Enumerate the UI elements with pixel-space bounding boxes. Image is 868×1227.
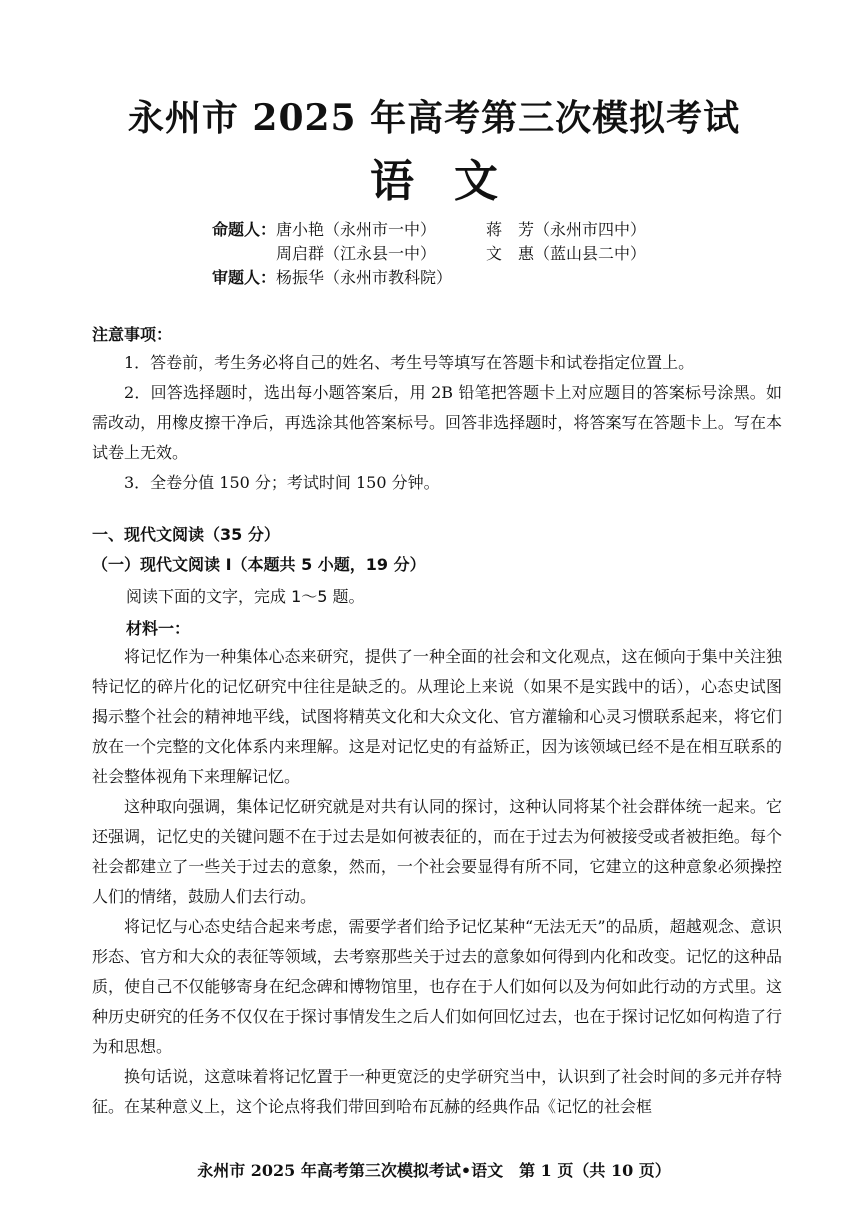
setter-row-1 <box>212 218 646 242</box>
notice-item: 3．全卷分值 150 分；考试时间 150 分钟。 <box>124 473 440 492</box>
notice-item: 1．答卷前，考生务必将自己的姓名、考生号等填写在答题卡和试卷指定位置上。 <box>124 353 695 372</box>
setter-name-1: 唐小艳（永州市一中） <box>276 220 437 239</box>
notice-heading: 注意事项： <box>92 325 173 344</box>
passage-paragraph: 将记忆作为一种集体心态来研究，提供了一种全面的社会和文化观点，这在倾向于集中关注独特记忆的碎片化的记忆研究中往往是缺乏的。从理论上来说（如果不是实践中的话），心态史试图揭示整个社会的精神地平线，试图将精英文化和大众文化、官方灌输和心灵习惯联系起来，将它们放在一个完整的文化体系内来理解。这是对记忆史的有益矫正，因为该领域已经不是在相互联系的社会整体视角下来理解记忆。 <box>92 647 782 786</box>
setter-name-2: 蒋 芳（永州市四中） <box>486 220 647 239</box>
reviewer-label: 审题人： <box>212 268 277 287</box>
section-heading: 一、现代文阅读（35 分） <box>92 525 280 544</box>
passage-paragraph: 这种取向强调，集体记忆研究就是对共有认同的探讨，这种认同将某个社会群体统一起来。它还强调，记忆史的关键问题不在于过去是如何被表征的，而在于过去为何被接受或者被拒绝。每个社会都建立了一些关于过去的意象，然而，一个社会要显得有所不同，它建立的这种意象必须操控人们的情绪，鼓励人们去行动。 <box>92 797 782 906</box>
passage-paragraph: 换句话说，这意味着将记忆置于一种更宽泛的史学研究当中，认识到了社会时间的多元并存特征。在某种意义上，这个论点将我们带回到哈布瓦赫的经典作品《记忆的社会框 <box>92 1067 782 1116</box>
exam-title: 永州市 2025 年高考第三次模拟考试 <box>127 97 741 139</box>
setter-name-4: 文 惠（蓝山县二中） <box>486 244 647 263</box>
subsection-heading: （一）现代文阅读 I（本题共 5 小题，19 分） <box>92 555 426 574</box>
material-label: 材料一： <box>126 619 191 638</box>
notice-item: 2．回答选择题时，选出每小题答案后，用 2B 铅笔把答题卡上对应题目的答案标号涂黑。如需改动，用橡皮擦干净后，再选涂其他答案标号。回答非选择题时，将答案写在答题卡上。写在本试卷上无效。 <box>92 383 782 462</box>
reviewer-row <box>212 266 646 290</box>
subject-title: 语文 <box>370 156 538 207</box>
passage-text <box>92 642 782 1122</box>
passage-paragraph: 将记忆与心态史结合起来考虑，需要学者们给予记忆某种“无法无天”的品质，超越观念、意识形态、官方和大众的表征等领域，去考察那些关于过去的意象如何得到内化和改变。记忆的这种品质，使自己不仅能够寄身在纪念碑和博物馆里，也存在于人们如何以及为何如此行动的方式里。这种历史研究的任务不仅仅在于探讨事情发生之后人们如何回忆过去，也在于探讨记忆如何构造了行为和思想。 <box>92 917 782 1056</box>
setter-label: 命题人： <box>212 220 277 239</box>
setter-row-2 <box>212 242 646 266</box>
reviewer-name: 杨振华（永州市教科院） <box>276 268 453 287</box>
reading-instruction: 阅读下面的文字，完成 1～5 题。 <box>126 587 365 606</box>
setter-name-3: 周启群（江永县一中） <box>276 244 437 263</box>
authors-block <box>212 218 646 290</box>
notice-list <box>92 348 782 498</box>
page-footer: 永州市 2025 年高考第三次模拟考试•语文 第 1 页（共 10 页） <box>197 1161 671 1180</box>
